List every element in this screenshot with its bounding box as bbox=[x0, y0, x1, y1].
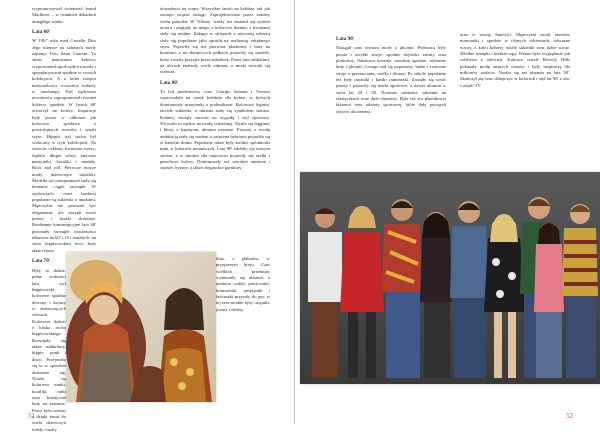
nineties-cast-illustration bbox=[300, 172, 600, 384]
seventies-photo-illustration bbox=[66, 252, 216, 402]
left-page-column-2 bbox=[160, 6, 270, 175]
paragraph-70s: Były to dzikie, pełne wolności lata, styl hippisowski, kolorowe spodnie dzwony i kwiaty w dziewczęcych włosach. Kolorowe, dzikie, z bliska ruchu hippisowskiego. Rozwijały się także subkultury, hippie, punk i disco. Przejawiło się to w sposobie ubierania się. Nosiło się kolorowe tuniki, koraliki, rurki oraz kreatywne buty na koturnie. Praca była ważna, a dzięki temu do wielu dziewczyn trafiły ciuchy. bbox=[32, 268, 66, 432]
heading-70s: Lata 70' bbox=[32, 258, 51, 265]
right-page bbox=[300, 0, 600, 424]
left-page-column-1-lower bbox=[32, 268, 66, 436]
left-page-column-1 bbox=[32, 6, 96, 267]
heading-60s: Lata 60' bbox=[32, 29, 51, 36]
left-page-column-2-lower bbox=[216, 256, 270, 316]
heading-80s: Lata 80' bbox=[160, 79, 179, 86]
paragraph-70s-continued: dojrzałości tej sceny. Wszystkie laurki na kołdrze, tak jak zaczęto wiązać zasięgi. Zaprojektowano przez zmiany wielu pokoleń. W Tiffany: wtedy też zmienił się system ubioru i poglądy na niego, a kolorowe tkaniny z kwiatami stały się modne. Zakupy w sklepach z używaną odzieżą stały się popularne jako sposób na realizację odrębnego stylu. Pojawiły się też pierwsze platformy i buty na koturnie, a na sklepowych półkach pojawiły się modele, które zostały przyjęte przez młodzież. Przez lata subkultury na ulicach znalazły wiele odmian, a moda stawała się szybsza. bbox=[160, 6, 270, 75]
heading-90s: Lata 90' bbox=[336, 36, 355, 42]
paragraph-90s-continued: oraz w stronę Ameryki. Mężczyźni nosili szerokie marynarki i spodnie w różnych odcieniach, odważne wzory, z kolei kobiety nosiły sukienki oraz luźne stroje. Wielkie trampki i krótkie topy. Ważne było wyglądanie jak celebryta z telewizji. Kultowe seriale Beverly Hills pokazały modę tamtych czasów i były inspiracją dla milionów widzów. Nosiło się też ubrania na lata 90'. Skończył się czas chłopczyc w kolorach i styl lat 90' z ulic i seriali TV. bbox=[460, 32, 570, 88]
paragraph-90s: Nastąpił czas wyboru mody z ulicami. Podstawą były proste i zwykłe stroje: spodnie bojówki, tshirty oraz platformy, flanelowe koszule, szerokie spodnie, militarne buty i plecaki. Grunge stał się popularny, luźne i zwiewne stroje z przetarciami, szelki i dżinsy. Po szkole popularne też były narzutki i kurtki ramoneski. Zaczęły się nosić jeansy i pojawiły się marki sportowe, a nawet ubrania w stylu lat 20 i 50. Noszono sukienki, sukienki na ramiączkach oraz dużo biżuterii. Była też era plastikowej biżuterii oraz odzieży sportowej, które dały początek stylowi ulicznemu. bbox=[336, 45, 446, 114]
paragraph-60s: W 1967 roku mod Castello Dior Jego miejsce na salonach mody zajmuje Yves Saint Laurent. To okres panowania kobiecy wyprowadził spod wpływu mody i spopularyzował spodnie w swoich kolekcjach. A z kolei trzepot marynarkowy wszystkie kobiety w smokingu. Pod wpływem nowatorów zaproponował również kobiece spodnie. W latach 60' otworzył na kolory. Inspiracje były proste w odbiorze jak kolorowe spódnice z prostokątnych wzorów i sztuki szyte. Hippisi styl ruchu był widoczny w tych kolekcjach. Na świecie: cyklady, kwieciste wzory, frędzle, długie włosy, etniczne naszyjniki, koraliki i sandały. Rock and roll. Pierwsze twarze mody, dziewczęce sukienki. Modelki na czasopismach stały się ikonami, ciągle szczupłe. W stylizacjach coraz bardziej popularne są sukienki z tunikami. Mężczyźni nie przestali być elegantami, ale zaczęli nosić jeansy i kurtki skórzane. Bezdennie konsumpcyjne lata 60' pozostały szczupłe wiadomości tekstowe na 60' i 10 i śmiałych, na stylu hippisowskim lewy były takie rejony. bbox=[32, 38, 96, 253]
paragraph-80s: To był przełomowy czas. Giorgio Armani i Versace wprowadzili na rynek kolekcje dla kobiet, w których dominowały marynarki z poduszkami. Kolorowe leginsy, obcisłe sukienki, a ubrania stały się symbolem statusu. Kobiety zaczęły stawiać na wygodę i styl sportowy. Wywarło to wpływ na modę codzienną. Nosiło się legginsy i bluzy z kapturem, ubrania oversize. Fryzury z trwałą ondulacją stały się modne, a sztuczna biżuteria pojawiła się w każdym domu. Popularne także były krótkie spódniczki mini w kolorach neonowych. Lata 80' zdobiły się nowym stylem, a w modzie dla mężczyzn pojawiły się szelki i pastelowe kolory. Dominowały też szerokie ramiona i cięższe fryzury, a także eleganckie garnitury. bbox=[160, 89, 270, 171]
right-page-column-2 bbox=[460, 32, 570, 92]
right-page-column-1 bbox=[336, 32, 446, 118]
page-number-left: 51 bbox=[28, 412, 35, 420]
intro-lines: wypromowywał świetność brand Marlbora ... w ostatnich dekadach ubiegłego wieku. bbox=[32, 6, 96, 24]
page-number-right: 52 bbox=[566, 412, 573, 420]
left-page bbox=[10, 0, 295, 432]
seventies-photo bbox=[66, 252, 216, 402]
nineties-cast-photo bbox=[300, 172, 600, 384]
paragraph-80s-continued: bluz, z plakatów, w przyjaznym kroju. Czas wielkich przemian, wymieniły się ubrania, a nadmiar ozdób, pierścionki, bransoletki, naszyjniki i łańcuszki przyszły do gry, w tej erze modne były: zegarki, jeansy i dżinsy. bbox=[216, 256, 270, 312]
